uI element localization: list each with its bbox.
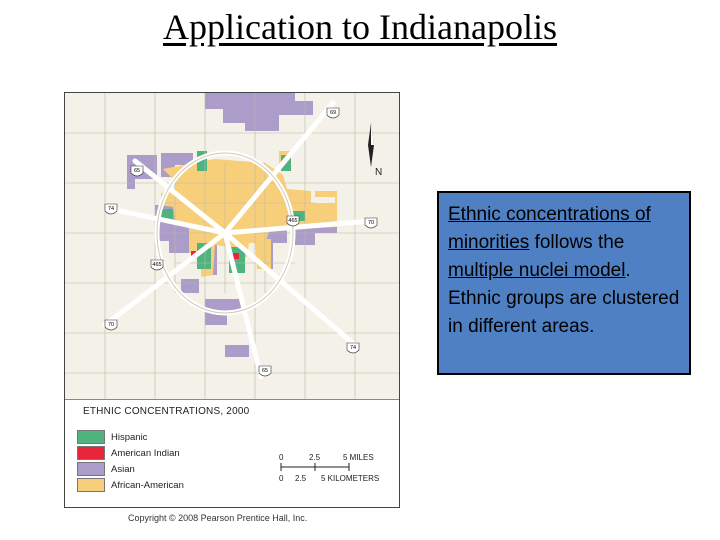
map-canvas	[65, 93, 399, 399]
legend-swatch	[77, 462, 105, 476]
legend-item-hispanic	[77, 430, 147, 444]
legend-swatch	[77, 478, 105, 492]
map-legend	[65, 399, 399, 508]
highway-shield	[365, 218, 377, 228]
highway-shield	[287, 216, 299, 226]
highway-shield	[259, 366, 271, 376]
callout-segment: follows the	[529, 232, 625, 253]
callout-segment: Ethnic concentrations of minorities	[448, 204, 651, 253]
map-figure	[64, 92, 400, 508]
shield-label: 69	[329, 110, 337, 116]
shield-label: 70	[367, 220, 375, 226]
shield-label: 74	[107, 206, 115, 212]
scale-km-tick: 2.5	[295, 474, 307, 483]
map-title: ETHNIC CONCENTRATIONS, 2000	[83, 406, 250, 417]
callout-box	[437, 191, 691, 375]
slide-title: Application to Indianapolis	[163, 7, 557, 47]
legend-label: American Indian	[111, 447, 180, 459]
shield-label: 65	[261, 368, 269, 374]
highway-shield	[327, 108, 339, 118]
highway-shield	[105, 320, 117, 330]
shield-label: 465	[152, 262, 162, 268]
legend-swatch	[77, 446, 105, 460]
legend-item-asian	[77, 462, 135, 476]
shield-label: 465	[288, 218, 298, 224]
highway-shield	[347, 343, 359, 353]
callout-text	[448, 201, 688, 341]
legend-swatch	[77, 430, 105, 444]
scale-km-tick: 0	[279, 474, 284, 483]
shield-label: 74	[349, 345, 357, 351]
highway-shield	[105, 204, 117, 214]
shield-label: 65	[133, 168, 141, 174]
legend-label: Hispanic	[111, 431, 148, 443]
north-label: N	[375, 167, 383, 178]
highway-shield	[151, 260, 163, 270]
scale-miles-tick: 5 MILES	[343, 453, 374, 462]
callout-segment: . Ethnic groups are clustered in different areas.	[448, 260, 680, 337]
legend-item-american-indian	[77, 446, 180, 460]
legend-item-african-american	[77, 478, 184, 492]
scale-miles-tick: 0	[279, 453, 284, 462]
copyright-notice: Copyright © 2008 Pearson Prentice Hall, Inc.	[128, 513, 308, 523]
highway-shield	[131, 166, 143, 176]
legend-label: African-American	[111, 479, 184, 491]
callout-segment: multiple nuclei model	[448, 260, 626, 281]
scale-bar	[275, 450, 385, 490]
legend-label: Asian	[111, 463, 135, 475]
scale-miles-tick: 2.5	[309, 453, 321, 462]
shield-label: 70	[107, 322, 115, 328]
scale-km-tick: 5 KILOMETERS	[321, 474, 380, 483]
